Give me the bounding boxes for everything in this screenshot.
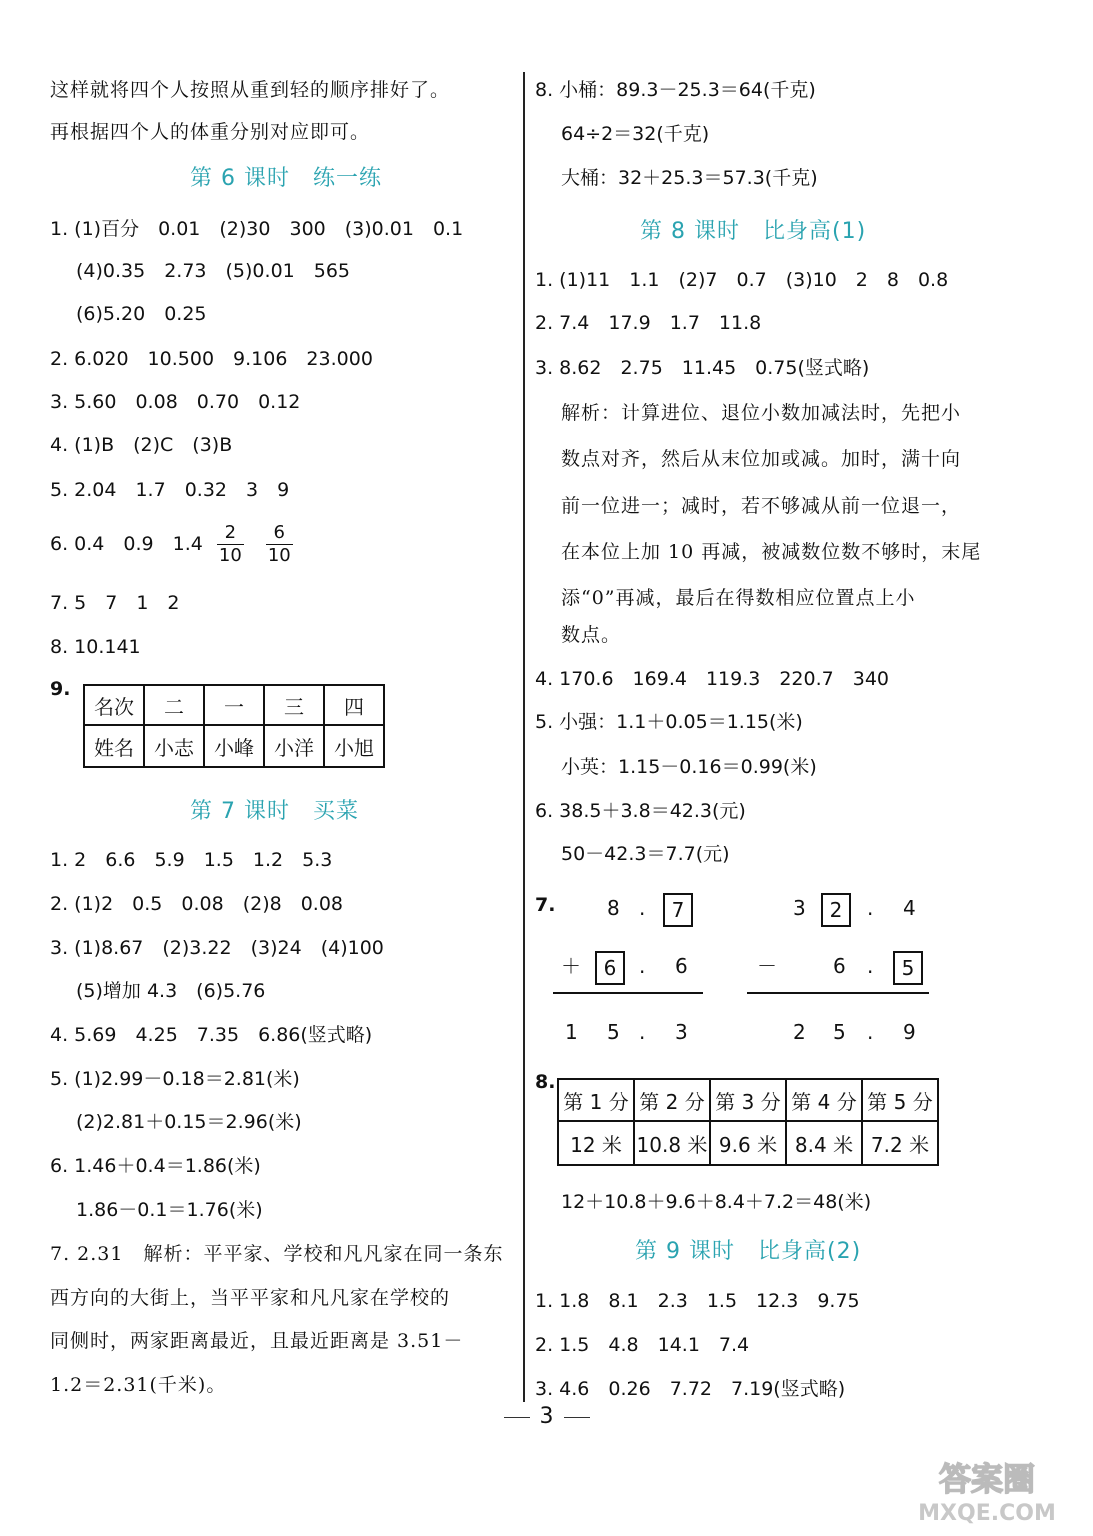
l8-q8-sum: 12＋10.8＋9.6＋8.4＋7.2＝48(米)	[561, 1191, 872, 1213]
answer-box	[893, 950, 923, 985]
l8-analysis-line-5: 添“0”再减，最后在得数相应位置点上小	[561, 587, 916, 609]
fraction-numerator: 2	[217, 522, 244, 545]
digit: 8	[607, 896, 620, 920]
l6-q5: 5. 2.04 1.7 0.32 3 9	[50, 479, 290, 501]
l6-q6-values: 6. 0.4 0.9 1.4	[50, 533, 203, 555]
l8-analysis-line-2: 数点对齐，然后从末位加或减。加时，满十向	[561, 448, 962, 470]
sum-line	[553, 992, 703, 994]
decimal-point: .	[867, 954, 874, 978]
l7-q4: 4. 5.69 4.25 7.35 6.86(竖式略)	[50, 1024, 373, 1046]
l8-q2: 2. 7.4 17.9 1.7 11.8	[535, 312, 762, 334]
table-cell: 小旭	[324, 725, 384, 767]
l7-q2: 2. (1)2 0.5 0.08 (2)8 0.08	[50, 893, 343, 915]
l6-q3: 3. 5.60 0.08 0.70 0.12	[50, 391, 301, 413]
answer-box	[595, 950, 625, 985]
digit: 9	[903, 1020, 916, 1044]
intro-line-2: 再根据四个人的体重分别对应即可。	[50, 121, 371, 143]
l6-q2: 2. 6.020 10.500 9.106 23.000	[50, 348, 373, 370]
table-cell: 第 2 分	[634, 1079, 710, 1121]
table-cell: 四	[324, 685, 384, 725]
l8-q7-number: 7.	[535, 894, 556, 916]
answer-box-value: 6	[595, 951, 625, 985]
l7-q5-line-a: 5. (1)2.99－0.18＝2.81(米)	[50, 1068, 300, 1090]
fraction-2-10	[217, 522, 244, 567]
fraction-denominator: 10	[218, 545, 242, 566]
digit: 3	[675, 1020, 688, 1044]
table-cell: 第 4 分	[786, 1079, 862, 1121]
answer-box-value: 2	[821, 893, 851, 927]
l8-q6-line-b: 50－42.3＝7.7(元)	[561, 843, 730, 865]
l9-q3: 3. 4.6 0.26 7.72 7.19(竖式略)	[535, 1378, 846, 1400]
table-row	[558, 1121, 938, 1165]
table-cell: 姓名	[84, 725, 144, 767]
footer-dash	[564, 1417, 590, 1418]
intro-line-1: 这样就将四个人按照从重到轻的顺序排好了。	[50, 79, 451, 101]
table-cell: 小峰	[204, 725, 264, 767]
l6-q1-line-b: (4)0.35 2.73 (5)0.01 565	[76, 260, 351, 282]
decimal-point: .	[639, 896, 646, 920]
l8-q6-line-a: 6. 38.5＋3.8＝42.3(元)	[535, 800, 746, 822]
digit: 4	[903, 896, 916, 920]
r-q8-line-c: 大桶：32＋25.3＝57.3(千克)	[561, 167, 818, 189]
l6-q1-line-a: 1. (1)百分 0.01 (2)30 300 (3)0.01 0.1	[50, 218, 464, 240]
l8-q5-line-a: 5. 小强：1.1＋0.05＝1.15(米)	[535, 711, 803, 733]
fraction-denominator: 10	[267, 545, 291, 566]
column-divider	[523, 72, 525, 1402]
l7-q5-line-b: (2)2.81＋0.15＝2.96(米)	[76, 1111, 302, 1133]
table-cell: 10.8 米	[634, 1121, 710, 1165]
answer-box-value: 5	[893, 951, 923, 985]
l8-q4: 4. 170.6 169.4 119.3 220.7 340	[535, 668, 890, 690]
l9-q2: 2. 1.5 4.8 14.1 7.4	[535, 1334, 750, 1356]
l6-q1-line-c: (6)5.20 0.25	[76, 303, 207, 325]
l8-q3: 3. 8.62 2.75 11.45 0.75(竖式略)	[535, 357, 870, 379]
table-cell: 三	[264, 685, 324, 725]
answer-box	[663, 892, 693, 927]
l8-analysis-line-1: 解析：计算进位、退位小数加减法时，先把小	[561, 402, 962, 424]
l8-q8-number: 8.	[535, 1071, 556, 1093]
lesson-8-title: 第 8 课时 比身高(1)	[640, 219, 867, 244]
watermark-logo	[897, 1454, 1077, 1528]
lesson-6-title: 第 6 课时 练一练	[190, 166, 382, 191]
digit: 5	[833, 1020, 846, 1044]
table-row	[558, 1079, 938, 1121]
minus-sign: －	[757, 954, 777, 978]
l6-q7: 7. 5 7 1 2	[50, 592, 180, 614]
decimal-point: .	[867, 896, 874, 920]
l6-q9-number: 9.	[50, 678, 71, 700]
fraction-numerator: 6	[266, 522, 293, 545]
l7-q1: 1. 2 6.6 5.9 1.5 1.2 5.3	[50, 849, 333, 871]
table-cell: 小志	[144, 725, 204, 767]
digit: 1	[565, 1020, 578, 1044]
watermark-url: MXQE.COM	[918, 1501, 1056, 1526]
r-q8-line-a: 8. 小桶：89.3－25.3＝64(千克)	[535, 79, 816, 101]
page-number: 3	[539, 1404, 554, 1429]
table-cell: 第 1 分	[558, 1079, 634, 1121]
plus-sign: ＋	[561, 954, 581, 978]
l7-q7-line-d: 1.2＝2.31(千米)。	[50, 1374, 227, 1396]
l7-q6-line-b: 1.86－0.1＝1.76(米)	[76, 1199, 263, 1221]
decimal-point: .	[867, 1020, 874, 1044]
l9-q1: 1. 1.8 8.1 2.3 1.5 12.3 9.75	[535, 1290, 860, 1312]
l7-q7-line-c: 同侧时，两家距离最近，且最近距离是 3.51－	[50, 1330, 464, 1352]
l7-q6-line-a: 6. 1.46＋0.4＝1.86(米)	[50, 1155, 261, 1177]
l7-q7-line-a: 7. 2.31 解析：平平家、学校和凡凡家在同一条东	[50, 1243, 504, 1265]
digit: 5	[607, 1020, 620, 1044]
table-cell: 12 米	[558, 1121, 634, 1165]
decimal-point: .	[639, 1020, 646, 1044]
footer-dash	[504, 1417, 530, 1418]
watermark-title: 答案圈	[938, 1460, 1036, 1498]
table-cell: 小洋	[264, 725, 324, 767]
table-cell: 一	[204, 685, 264, 725]
table-cell: 第 5 分	[862, 1079, 938, 1121]
page-footer	[0, 1404, 1093, 1429]
answer-box	[821, 892, 851, 927]
fraction-6-10	[266, 522, 293, 567]
l8-q1: 1. (1)11 1.1 (2)7 0.7 (3)10 2 8 0.8	[535, 269, 949, 291]
l8-analysis-line-4: 在本位上加 10 再减，被减数位数不够时，末尾	[561, 541, 982, 563]
table-row	[84, 685, 384, 725]
l7-q7-line-b: 西方向的大街上，当平平家和凡凡家在学校的	[50, 1287, 451, 1309]
l7-q3-line-a: 3. (1)8.67 (2)3.22 (3)24 (4)100	[50, 937, 384, 959]
lesson-7-title: 第 7 课时 买菜	[190, 799, 359, 824]
l6-q4: 4. (1)B (2)C (3)B	[50, 434, 233, 456]
digit: 2	[793, 1020, 806, 1044]
distance-table	[557, 1078, 939, 1166]
table-cell: 第 3 分	[710, 1079, 786, 1121]
digit: 6	[833, 954, 846, 978]
difference-line	[747, 992, 929, 994]
table-cell: 8.4 米	[786, 1121, 862, 1165]
l7-q3-line-b: (5)增加 4.3 (6)5.76	[76, 980, 266, 1002]
table-cell: 名次	[84, 685, 144, 725]
table-row	[84, 725, 384, 767]
table-cell: 二	[144, 685, 204, 725]
l6-q8: 8. 10.141	[50, 636, 141, 658]
lesson-9-title: 第 9 课时 比身高(2)	[635, 1239, 862, 1264]
ranking-table	[83, 684, 385, 768]
l8-analysis-line-3: 前一位进一；减时，若不够减从前一位退一，	[561, 495, 962, 517]
digit: 3	[793, 896, 806, 920]
answer-box-value: 7	[663, 893, 693, 927]
table-cell: 9.6 米	[710, 1121, 786, 1165]
table-cell: 7.2 米	[862, 1121, 938, 1165]
digit: 6	[675, 954, 688, 978]
decimal-point: .	[639, 954, 646, 978]
l8-q5-line-b: 小英：1.15－0.16＝0.99(米)	[561, 756, 817, 778]
l6-q6	[50, 522, 301, 567]
r-q8-line-b: 64÷2＝32(千克)	[561, 123, 710, 145]
l8-analysis-line-6: 数点。	[561, 624, 622, 646]
